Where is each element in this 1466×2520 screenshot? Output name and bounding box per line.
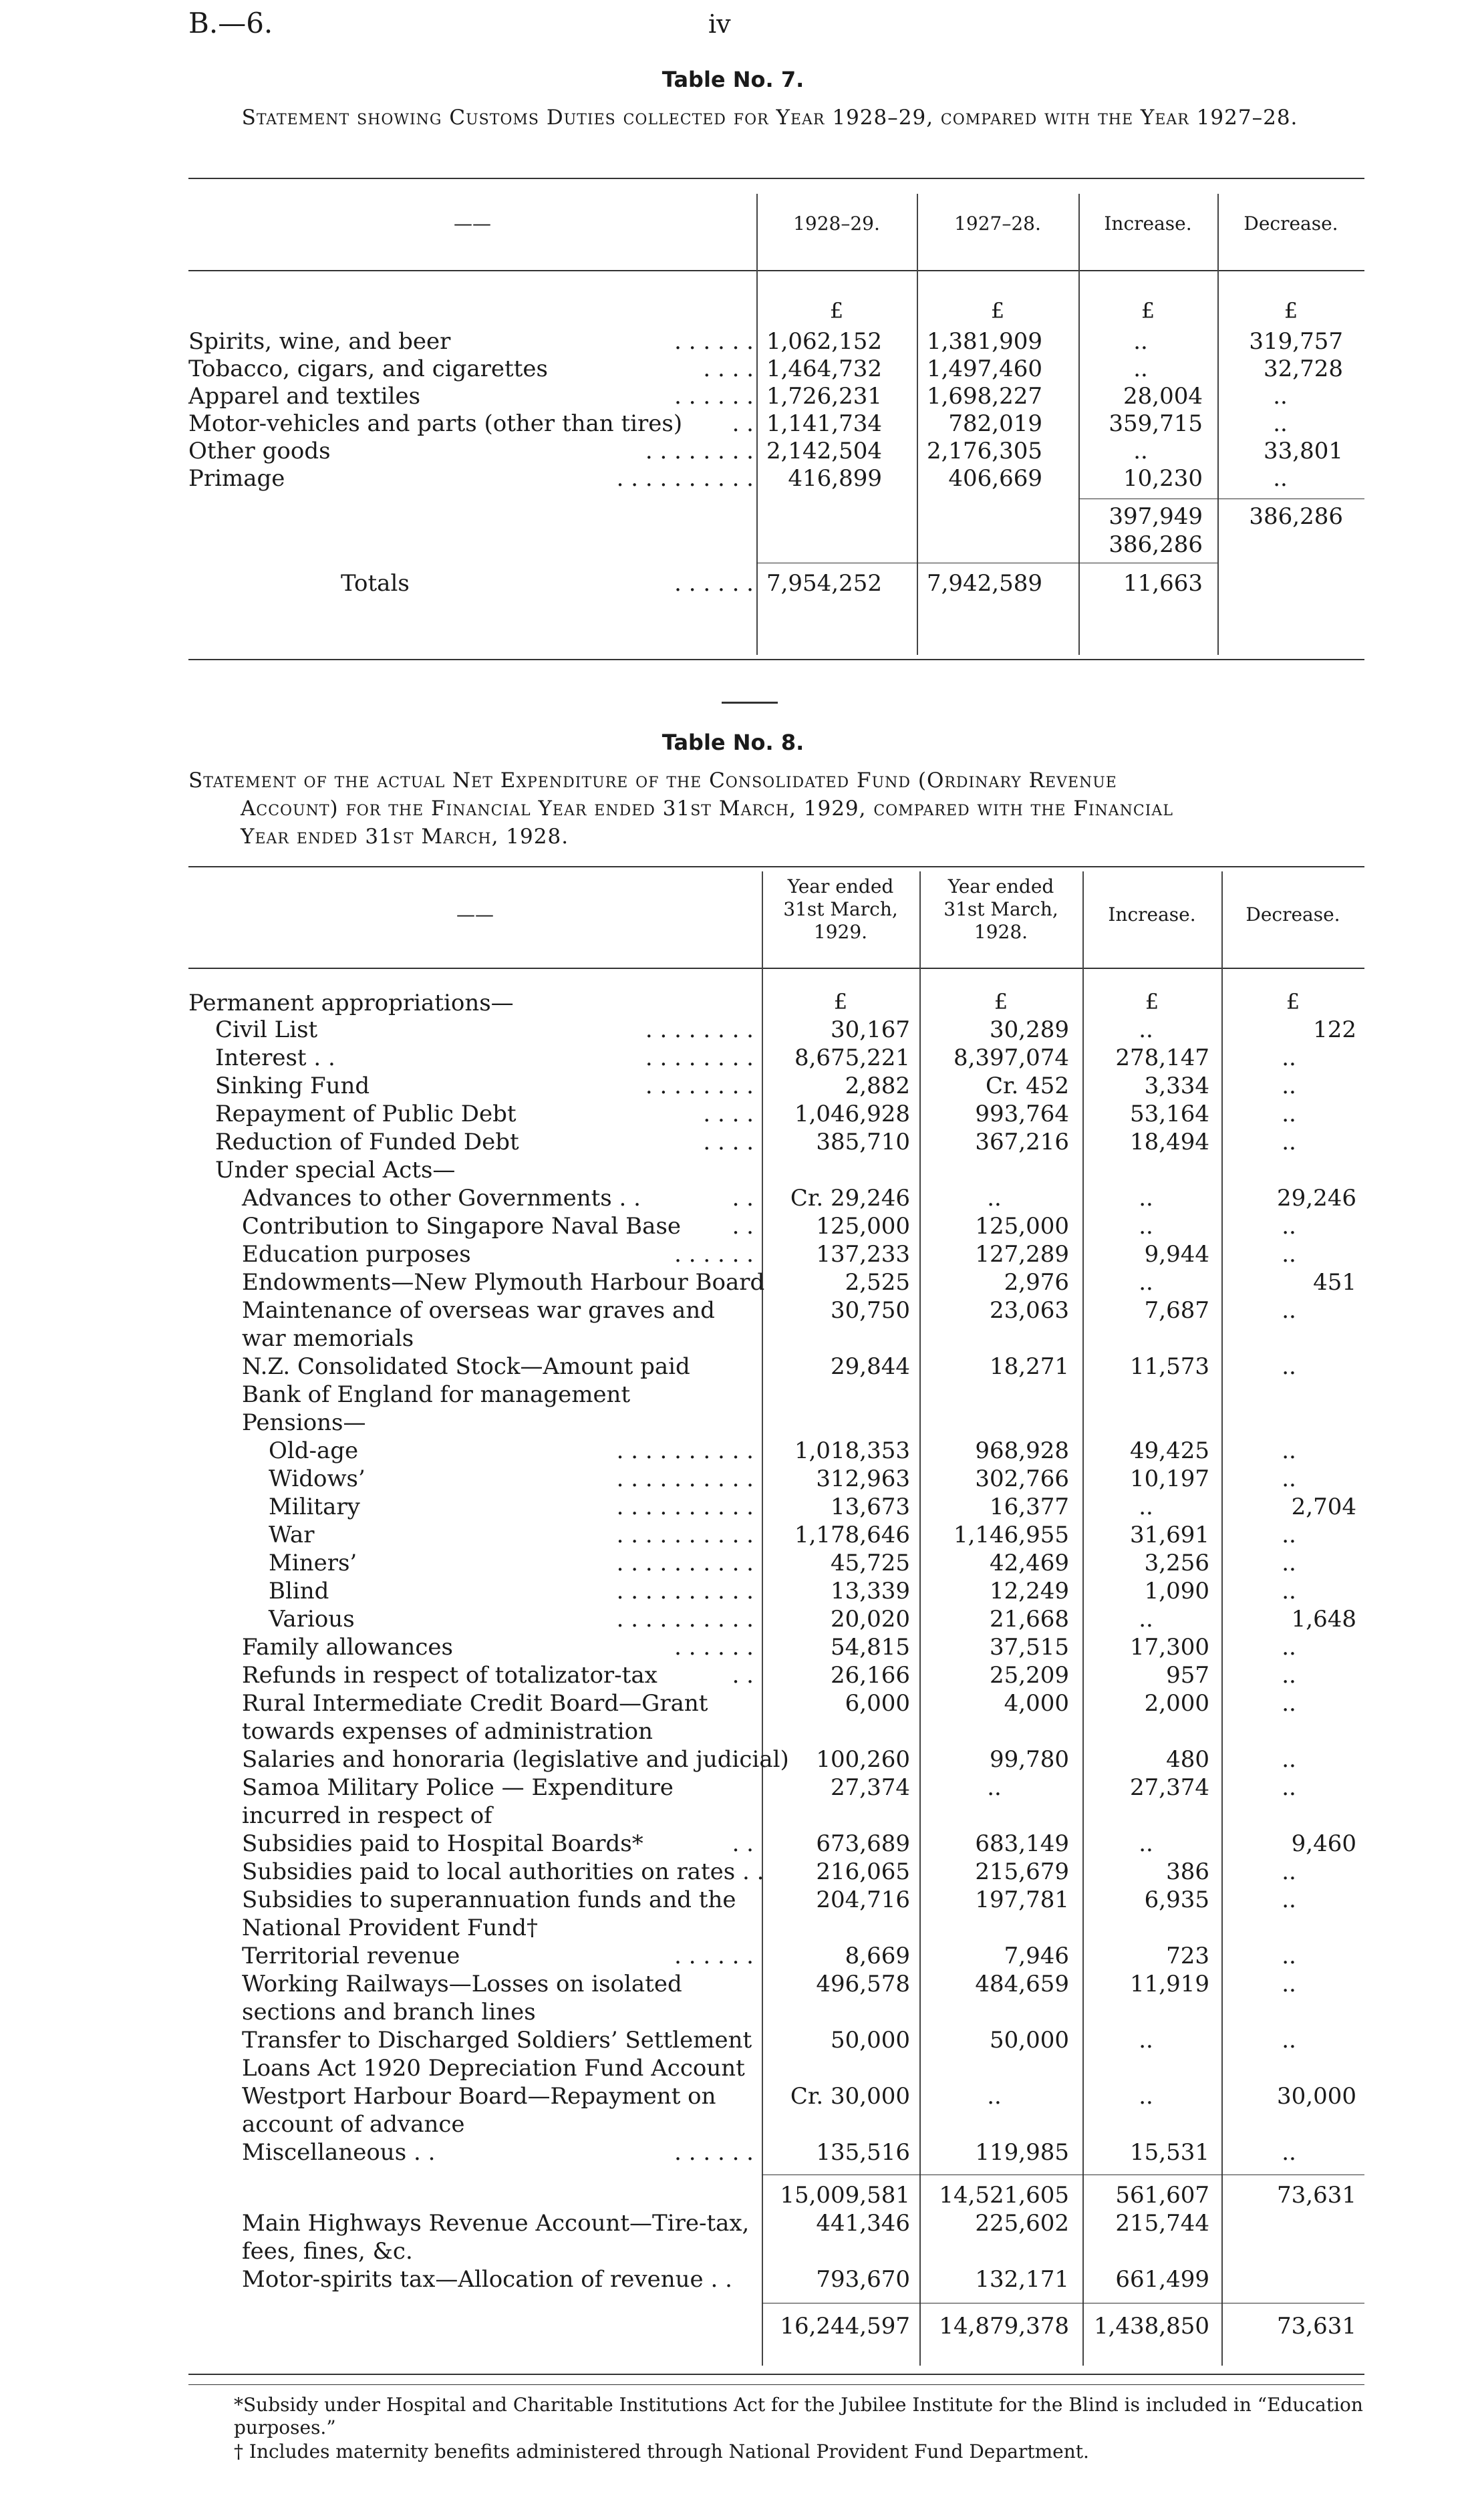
- table8-row-leader: . . . . . . . . . .: [616, 1578, 754, 1604]
- table7-col-header: Decrease.: [1243, 213, 1338, 235]
- table8-cell: ..: [1282, 1858, 1296, 1885]
- table7-cell: 32,728: [1264, 356, 1343, 382]
- table8-row-label: Miscellaneous . .: [242, 2139, 436, 2166]
- table8-subtotal-cell: 14,521,605: [939, 2182, 1069, 2209]
- table8-extra-cell: 225,602: [975, 2210, 1069, 2237]
- page-reference: B.—6.: [188, 7, 273, 39]
- table8-cell: 137,233: [816, 1241, 910, 1268]
- table8-cell: 42,469: [990, 1550, 1069, 1576]
- table8-cell: 7,946: [1004, 1943, 1069, 1969]
- table8-cell: 127,289: [975, 1241, 1069, 1268]
- table8-cell: ..: [1139, 1213, 1153, 1240]
- table8-cell: 10,197: [1130, 1465, 1209, 1492]
- table8-row-leader: . . . . . . . .: [645, 1016, 754, 1043]
- table7-cell: 1,062,152: [766, 328, 882, 355]
- table8-cell: ..: [1139, 1606, 1153, 1633]
- table8-row-label: Repayment of Public Debt: [215, 1101, 517, 1127]
- table8-cell: 968,928: [975, 1437, 1069, 1464]
- table8-cell: 204,716: [816, 1886, 910, 1913]
- table7-cell: 2,176,305: [926, 438, 1042, 464]
- table8-cell: 993,764: [975, 1101, 1069, 1127]
- table8-cell: 3,256: [1144, 1550, 1209, 1576]
- page-number: iv: [708, 9, 731, 39]
- table8-cell: 53,164: [1130, 1101, 1209, 1127]
- table8-cell: 13,673: [831, 1494, 910, 1520]
- table8-cell: 1,648: [1291, 1606, 1356, 1633]
- table7-cell: ..: [1273, 383, 1288, 410]
- table7-cell: ..: [1273, 465, 1288, 492]
- table8-title: Table No. 8.: [662, 730, 804, 755]
- table8-cell: 673,689: [816, 1830, 910, 1857]
- table8-cell: 3,334: [1144, 1073, 1209, 1099]
- table8-unit: £: [1286, 989, 1300, 1014]
- table7-totals-leader: . . . . . .: [674, 570, 754, 597]
- table7-cell: 28,004: [1123, 383, 1203, 410]
- table8-cell: 30,750: [831, 1297, 910, 1324]
- table8-cell: 1,090: [1144, 1578, 1209, 1604]
- table8-cell: 278,147: [1115, 1044, 1209, 1071]
- table8-cell: ..: [1282, 1886, 1296, 1913]
- table7-cell: 10,230: [1123, 465, 1203, 492]
- table8-cell: Cr. 452: [985, 1073, 1069, 1099]
- table8-row-label: Interest . .: [215, 1044, 335, 1071]
- table8-cell: ..: [1282, 1774, 1296, 1801]
- table7-row-leader: . . . . . .: [674, 328, 754, 355]
- table8-row-leader: . . . .: [703, 1129, 754, 1155]
- table8-cell: 4,000: [1004, 1690, 1069, 1717]
- table7-row-leader: . . . . . .: [674, 383, 754, 410]
- table7-row-label: Apparel and textiles: [188, 383, 421, 410]
- table8-cell: 29,844: [831, 1353, 910, 1380]
- table8-cell: ..: [1282, 2139, 1296, 2166]
- table8-cell: 125,000: [975, 1213, 1069, 1240]
- table8-cell: 957: [1166, 1662, 1209, 1689]
- table8-row-label: Samoa Military Police — Expenditure incurred in respect of: [242, 1774, 674, 1829]
- table8-cell: ..: [1282, 1213, 1296, 1240]
- table8-cell: 119,985: [975, 2139, 1069, 2166]
- table8-total-cell: 73,631: [1277, 2313, 1356, 2340]
- table8-cell: 30,000: [1277, 2083, 1356, 2110]
- table7-totals-cell: 11,663: [1123, 570, 1203, 597]
- table8-row-leader: . . . . . . . . . .: [616, 1494, 754, 1520]
- table8-cell: 6,000: [845, 1690, 910, 1717]
- table8-cell: ..: [1282, 1578, 1296, 1604]
- table8-cell: 1,046,928: [794, 1101, 910, 1127]
- table8-cell: 197,781: [975, 1886, 1069, 1913]
- table7-row-label: Motor-vehicles and parts (other than tires): [188, 410, 683, 437]
- table7-cell: 416,899: [788, 465, 882, 492]
- table8-cell: 17,300: [1130, 1634, 1209, 1661]
- table8-total-cell: 14,879,378: [939, 2313, 1069, 2340]
- table8-cell: 215,679: [975, 1858, 1069, 1885]
- table8-row-label: Advances to other Governments . .: [242, 1185, 641, 1212]
- footnote-1: *Subsidy under Hospital and Charitable Institutions Act for the Jubilee Institute for the Blind is included in “Education purposes.”: [234, 2394, 1363, 2438]
- table8-row-leader: . . . . . .: [674, 1241, 754, 1268]
- table7-cell: 406,669: [948, 465, 1042, 492]
- table8-row-leader: . . . . . .: [674, 2139, 754, 2166]
- table8-row-label: Various: [269, 1606, 355, 1633]
- table8-row-label: Endowments—New Plymouth Harbour Board: [242, 1269, 765, 1296]
- table8-row-label: War: [269, 1522, 315, 1548]
- table8-cell: ..: [1282, 1129, 1296, 1155]
- table8-row-leader: . . . . . . . . . .: [616, 1550, 754, 1576]
- table7-cell: ..: [1133, 328, 1148, 355]
- table7-bottom-rule: [188, 659, 1364, 660]
- table7-cell: ..: [1133, 356, 1148, 382]
- table8-row-label: Family allowances: [242, 1634, 453, 1661]
- table8-row-label: Rural Intermediate Credit Board—Grant towards expenses of administration: [242, 1690, 708, 1745]
- table8-extra-cell: 661,499: [1115, 2266, 1209, 2293]
- table8-cell: 20,020: [831, 1606, 910, 1633]
- table8-cell: ..: [1139, 2027, 1153, 2054]
- table8-cell: 8,675,221: [794, 1044, 910, 1071]
- table7-totals-cell: 7,954,252: [766, 570, 882, 597]
- table8-cell: 484,659: [975, 1971, 1069, 1997]
- table7-cell: 1,698,227: [926, 383, 1042, 410]
- table7-row-label: Spirits, wine, and beer: [188, 328, 451, 355]
- table8-cell: 367,216: [975, 1129, 1069, 1155]
- table8-cell: 12,249: [990, 1578, 1069, 1604]
- table8-cell: 50,000: [990, 2027, 1069, 2054]
- table7-row-label: Tobacco, cigars, and cigarettes: [188, 356, 548, 382]
- table8-cell: ..: [1282, 1437, 1296, 1464]
- table7-totals-label: Totals: [341, 570, 410, 597]
- table8-row-label: Working Railways—Losses on isolated sections and branch lines: [242, 1971, 682, 2025]
- table8-cell: 54,815: [831, 1634, 910, 1661]
- table8-cell: 2,882: [845, 1073, 910, 1099]
- table8-cell: ..: [1282, 1634, 1296, 1661]
- table8-row-label: Subsidies paid to Hospital Boards*: [242, 1830, 643, 1857]
- table8-row-label: Westport Harbour Board—Repayment on account of advance: [242, 2083, 716, 2138]
- table7-row-label: Primage: [188, 465, 285, 492]
- table7-unit: £: [990, 298, 1005, 323]
- table8-cell: 16,377: [990, 1494, 1069, 1520]
- table8-col-header: Increase.: [1108, 903, 1196, 926]
- table8-unit: £: [833, 989, 848, 1014]
- table8-row-label: Transfer to Discharged Soldiers’ Settlement Loans Act 1920 Depreciation Fund Account: [242, 2027, 752, 2082]
- table7-subtitle: Statement showing Customs Duties collected for Year 1928–29, compared with the Year 1927–28.: [241, 106, 1298, 130]
- table7-cell: ..: [1133, 438, 1148, 464]
- table8-cell: 23,063: [990, 1297, 1069, 1324]
- table8-row-label: Education purposes: [242, 1241, 471, 1268]
- table8-cell: 385,710: [816, 1129, 910, 1155]
- table7-row-leader: . . . . . . . . . .: [616, 465, 754, 492]
- table8-header-rule: [188, 968, 1364, 969]
- table7-cell: 2,142,504: [766, 438, 882, 464]
- table8-cell: ..: [1282, 1550, 1296, 1576]
- table8-unit: £: [994, 989, 1008, 1014]
- table8-cell: 6,935: [1144, 1886, 1209, 1913]
- table8-subtitle-2: Account) for the Financial Year ended 31st March, 1929, compared with the Financial: [241, 797, 1173, 821]
- table8-cell: 480: [1166, 1746, 1209, 1773]
- table8-row-leader: . .: [732, 1662, 754, 1689]
- table8-extra-label: Motor-spirits tax—Allocation of revenue . .: [242, 2266, 732, 2293]
- table8-extra-cell: 132,171: [975, 2266, 1069, 2293]
- table8-cell: 15,531: [1130, 2139, 1209, 2166]
- table8-row-label: Reduction of Funded Debt: [215, 1129, 519, 1155]
- table8-row-label: Territorial revenue: [242, 1943, 460, 1969]
- table8-cell: ..: [1282, 1690, 1296, 1717]
- table7-cell: 1,464,732: [766, 356, 882, 382]
- table8-cell: ..: [1282, 1073, 1296, 1099]
- table8-cell: 27,374: [831, 1774, 910, 1801]
- table8-row-leader: . . . . . . . . . .: [616, 1606, 754, 1633]
- table7-cell: 1,141,734: [766, 410, 882, 437]
- table8-cell: ..: [1282, 1044, 1296, 1071]
- table8-cell: 18,494: [1130, 1129, 1209, 1155]
- table8-row-label: Subsidies paid to local authorities on rates . .: [242, 1858, 764, 1885]
- table7-cell: 1,726,231: [766, 383, 882, 410]
- footnote-rule: [188, 2384, 1364, 2385]
- table8-cell: Cr. 30,000: [790, 2083, 910, 2110]
- table8-cell: 49,425: [1130, 1437, 1209, 1464]
- table8-cell: Cr. 29,246: [790, 1185, 910, 1212]
- table7-cell: 1,381,909: [926, 328, 1042, 355]
- table8-cell: ..: [987, 1185, 1002, 1212]
- table8-cell: 386: [1166, 1858, 1209, 1885]
- table8-cell: 451: [1313, 1269, 1356, 1296]
- table8-cell: 7,687: [1144, 1297, 1209, 1324]
- table8-cell: 2,976: [1004, 1269, 1069, 1296]
- table8-cell: ..: [1282, 1241, 1296, 1268]
- table8-row-leader: . . . . . .: [674, 1634, 754, 1661]
- table8-cell: 25,209: [990, 1662, 1069, 1689]
- table8-cell: ..: [1282, 1746, 1296, 1773]
- table8-cell: 100,260: [816, 1746, 910, 1773]
- table8-cell: ..: [1282, 1522, 1296, 1548]
- table8-cell: ..: [1282, 1662, 1296, 1689]
- table8-cell: 9,460: [1291, 1830, 1356, 1857]
- table8-cell: 13,339: [831, 1578, 910, 1604]
- table8-row-label: Military: [269, 1494, 360, 1520]
- table8-subtitle-1: Statement of the actual Net Expenditure of the Consolidated Fund (Ordinary Revenue: [188, 768, 1117, 793]
- table8-col-header: Year ended 31st March, 1928.: [943, 875, 1058, 943]
- table7-subtotal-increase: 397,949: [1109, 503, 1203, 530]
- table8-cell: 99,780: [990, 1746, 1069, 1773]
- table8-bottom-rule: [188, 2374, 1364, 2375]
- table8-row-leader: . . . . . . . .: [645, 1073, 754, 1099]
- table8-cell: 1,178,646: [794, 1522, 910, 1548]
- table8-cell: 2,000: [1144, 1690, 1209, 1717]
- table8-subtitle-3: Year ended 31st March, 1928.: [241, 825, 569, 849]
- table8-cell: 45,725: [831, 1550, 910, 1576]
- table7-cell: 1,497,460: [926, 356, 1042, 382]
- table8-cell: 11,919: [1130, 1971, 1209, 1997]
- table8-subtotal-cell: 561,607: [1115, 2182, 1209, 2209]
- table8-cell: 8,397,074: [953, 1044, 1069, 1071]
- table8-col-header: Decrease.: [1245, 903, 1340, 926]
- table8-row-label: Under special Acts—: [215, 1157, 456, 1183]
- table8-extra-label: Main Highways Revenue Account—Tire-tax, fees, fines, &c.: [242, 2210, 750, 2265]
- table7-totals-cell: 7,942,589: [926, 570, 1042, 597]
- table8-cell: ..: [1282, 1465, 1296, 1492]
- table7-title: Table No. 7.: [662, 67, 804, 92]
- table8-row-label: Sinking Fund: [215, 1073, 370, 1099]
- table8-cell: ..: [1282, 1971, 1296, 1997]
- table7-cell: 782,019: [948, 410, 1042, 437]
- table8-row-leader: . .: [732, 1185, 754, 1212]
- table8-cell: 312,963: [816, 1465, 910, 1492]
- table8-row-label: Refunds in respect of totalizator-tax: [242, 1662, 657, 1689]
- table7-header-rule: [188, 270, 1364, 271]
- table8-row-label: Maintenance of overseas war graves and war memorials: [242, 1297, 715, 1352]
- table7-top-rule: [188, 178, 1364, 179]
- table8-cell: 26,166: [831, 1662, 910, 1689]
- table8-row-label: Blind: [269, 1578, 329, 1604]
- table8-cell: 37,515: [990, 1634, 1069, 1661]
- table7-unit: £: [1284, 298, 1298, 323]
- table7-cell: 319,757: [1249, 328, 1343, 355]
- table8-cell: 683,149: [975, 1830, 1069, 1857]
- table8-cell: ..: [1139, 1269, 1153, 1296]
- table8-cell: 9,944: [1144, 1241, 1209, 1268]
- table7-col-header: 1927–28.: [954, 213, 1041, 235]
- table8-row-leader: . . . . . . . . . .: [616, 1522, 754, 1548]
- table8-cell: 31,691: [1130, 1522, 1209, 1548]
- table7-row-leader: . . . . . . . .: [645, 438, 754, 464]
- table7-unit: £: [1141, 298, 1155, 323]
- table8-row-label: Contribution to Singapore Naval Base: [242, 1213, 682, 1240]
- table8-total-cell: 16,244,597: [780, 2313, 910, 2340]
- table8-cell: 18,271: [990, 1353, 1069, 1380]
- table8-cell: 216,065: [816, 1858, 910, 1885]
- table8-cell: ..: [1282, 1297, 1296, 1324]
- table8-cell: 21,668: [990, 1606, 1069, 1633]
- table8-row-leader: . . . . . . . .: [645, 1044, 754, 1071]
- table8-cell: 496,578: [816, 1971, 910, 1997]
- table8-cell: 1,018,353: [794, 1437, 910, 1464]
- table8-section-label: Permanent appropriations—: [188, 990, 514, 1016]
- table7-subtotal-increase: 386,286: [1109, 531, 1203, 558]
- table7-cell: 33,801: [1264, 438, 1343, 464]
- table8-row-label: N.Z. Consolidated Stock—Amount paid Bank of England for management: [242, 1353, 690, 1408]
- table8-cell: 29,246: [1277, 1185, 1356, 1212]
- table8-row-label: Civil List: [215, 1016, 318, 1043]
- table8-cell: ..: [987, 1774, 1002, 1801]
- table8-row-label: Pensions—: [242, 1409, 366, 1436]
- table8-col-header: Year ended 31st March, 1929.: [783, 875, 898, 943]
- table8-cell: 302,766: [975, 1465, 1069, 1492]
- table8-cell: ..: [1282, 1943, 1296, 1969]
- table8-cell: 50,000: [831, 2027, 910, 2054]
- table8-extra-cell: 441,346: [816, 2210, 910, 2237]
- table7-col-header: 1928–29.: [793, 213, 880, 235]
- table8-row-leader: . . . . . .: [674, 1943, 754, 1969]
- table8-cell: ..: [1282, 1353, 1296, 1380]
- table8-cell: ..: [987, 2083, 1002, 2110]
- table8-cell: 11,573: [1130, 1353, 1209, 1380]
- table7-stub-dash: ——: [454, 213, 491, 235]
- table8-cell: ..: [1139, 1185, 1153, 1212]
- table8-cell: ..: [1139, 1494, 1153, 1520]
- table8-row-label: Salaries and honoraria (legislative and judicial): [242, 1746, 789, 1773]
- table8-row-label: Widows’: [269, 1465, 365, 1492]
- table7-cell: 359,715: [1109, 410, 1203, 437]
- table8-extra-cell: 793,670: [816, 2266, 910, 2293]
- table8-top-rule: [188, 866, 1364, 867]
- table7-unit: £: [829, 298, 844, 323]
- table8-stub-dash: ——: [456, 903, 494, 926]
- table8-cell: 1,146,955: [953, 1522, 1069, 1548]
- table8-cell: 2,704: [1291, 1494, 1356, 1520]
- table8-row-leader: . .: [732, 1213, 754, 1240]
- table7-col-header: Increase.: [1104, 213, 1192, 235]
- table7-row-leader: . .: [732, 410, 754, 437]
- table8-cell: 8,669: [845, 1943, 910, 1969]
- table8-subtotal-cell: 73,631: [1277, 2182, 1356, 2209]
- table8-row-label: Old-age: [269, 1437, 359, 1464]
- table8-cell: ..: [1282, 1101, 1296, 1127]
- table8-row-label: Subsidies to superannuation funds and the National Provident Fund†: [242, 1886, 736, 1941]
- table8-row-leader: . . . . . . . . . .: [616, 1437, 754, 1464]
- table8-total-cell: 1,438,850: [1093, 2313, 1209, 2340]
- table8-row-leader: . .: [732, 1830, 754, 1857]
- table7-cell: ..: [1273, 410, 1288, 437]
- table8-cell: 122: [1313, 1016, 1356, 1043]
- table7-row-label: Other goods: [188, 438, 331, 464]
- table8-row-leader: . . . .: [703, 1101, 754, 1127]
- table7-row-leader: . . . .: [703, 356, 754, 382]
- table7-subtotal-decrease: 386,286: [1249, 503, 1343, 530]
- table8-cell: ..: [1282, 2027, 1296, 2054]
- table8-unit: £: [1145, 989, 1159, 1014]
- table8-cell: ..: [1139, 1016, 1153, 1043]
- table8-subtotal-cell: 15,009,581: [780, 2182, 910, 2209]
- table8-cell: 27,374: [1130, 1774, 1209, 1801]
- section-divider: [722, 702, 778, 704]
- table8-cell: 723: [1166, 1943, 1209, 1969]
- table8-row-leader: . . . . . . . . . .: [616, 1465, 754, 1492]
- table8-cell: ..: [1139, 1830, 1153, 1857]
- table8-cell: ..: [1139, 2083, 1153, 2110]
- table8-row-label: Miners’: [269, 1550, 357, 1576]
- table8-cell: 135,516: [816, 2139, 910, 2166]
- table8-cell: 30,167: [831, 1016, 910, 1043]
- table8-cell: 2,525: [845, 1269, 910, 1296]
- table8-cell: 30,289: [990, 1016, 1069, 1043]
- table8-cell: 125,000: [816, 1213, 910, 1240]
- table8-extra-cell: 215,744: [1115, 2210, 1209, 2237]
- footnote-2: † Includes maternity benefits administered through National Provident Fund Department.: [234, 2440, 1089, 2463]
